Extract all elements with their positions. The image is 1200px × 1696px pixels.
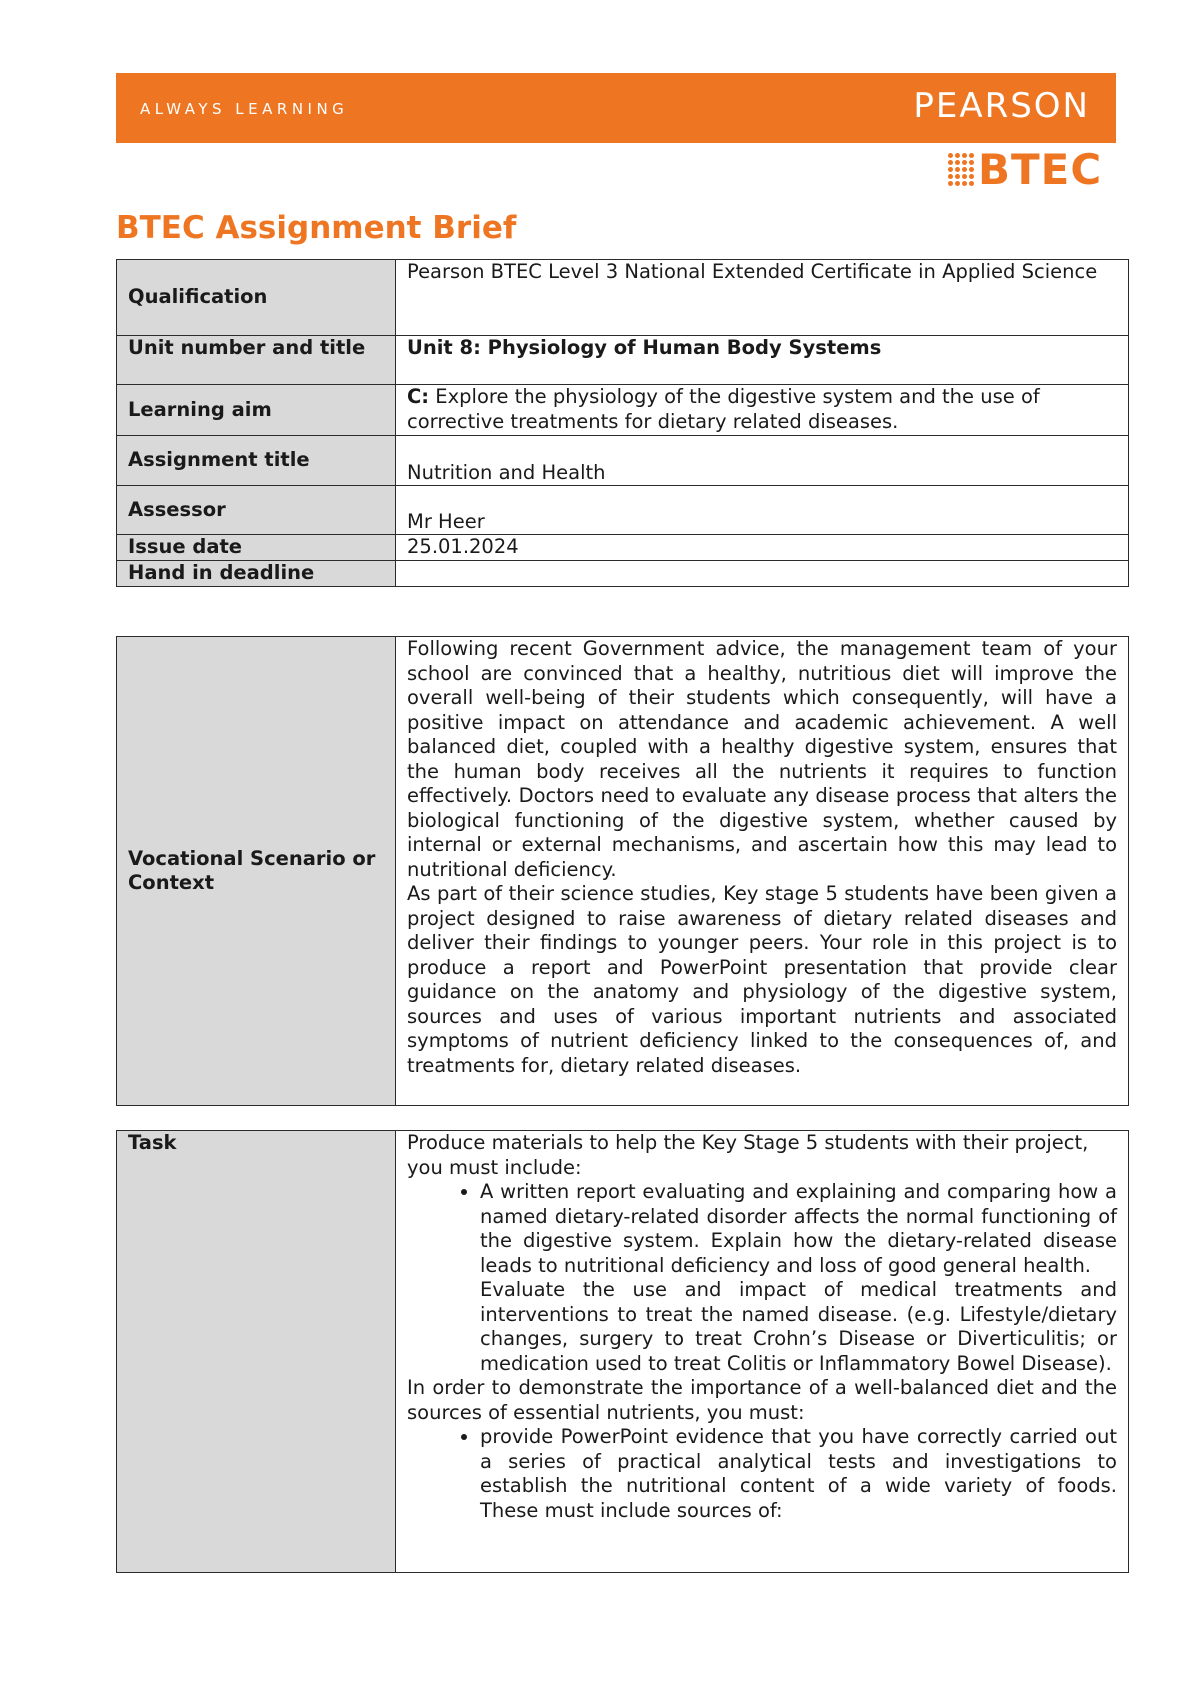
scenario-cell bbox=[396, 637, 1129, 1106]
aim-prefix: C: bbox=[407, 385, 430, 408]
task-list bbox=[407, 1425, 1117, 1523]
unit-label: Unit number and title bbox=[117, 336, 396, 385]
issue-date-label: Issue date bbox=[117, 535, 396, 561]
scenario-paragraph: As part of their science studies, Key stage 5 students have been given a project designed to raise awareness of dietary related diseases and deliver their findings to younger peers. Your role in this project is to produce a report and PowerPoint presentation that provide clear guidance on the anatomy and physiology of the digestive system, sources and uses of various important nutrients and associated symptoms of nutrient deficiency linked to the consequences of, and treatments for, dietary related diseases. bbox=[407, 882, 1117, 1077]
task-bullet-continuation: Evaluate the use and impact of medical treatments and interventions to treat the named disease. (e.g. Lifestyle/dietary changes, surgery to treat Crohn’s Disease or Diverticulitis; or medication used to treat Colitis or Inflammatory Bowel Disease). bbox=[480, 1278, 1117, 1375]
list-item: • A written report evaluating and explaining and comparing how a named dietary-related disorder affects the normal functioning of the digestive system. Explain how the dietary-related disease leads to nutritional deficiency and loss of good general health. bbox=[480, 1180, 1117, 1278]
details-table bbox=[116, 259, 1129, 587]
table-row bbox=[117, 486, 1129, 535]
table-row bbox=[117, 637, 1129, 1106]
task-cell bbox=[396, 1131, 1129, 1573]
table-row bbox=[117, 385, 1129, 436]
issue-date-value: 25.01.2024 bbox=[396, 535, 1129, 561]
table-row bbox=[117, 535, 1129, 561]
list-item: • provide PowerPoint evidence that you have correctly carried out a series of practical analytical tests and investigations to establish the nutritional content of a wide variety of foods. These must include sources of: bbox=[480, 1425, 1117, 1523]
table-row bbox=[117, 1131, 1129, 1573]
assessor-value: Mr Heer bbox=[396, 486, 1129, 535]
task-middle: In order to demonstrate the importance of a well-balanced diet and the sources of essential nutrients, you must: bbox=[407, 1376, 1117, 1424]
unit-value: Unit 8: Physiology of Human Body Systems bbox=[396, 336, 1129, 385]
deadline-value bbox=[396, 561, 1129, 587]
btec-logo bbox=[948, 146, 1102, 192]
aim-value: Explore the physiology of the digestive system and the use of corrective treatments for dietary related diseases. bbox=[407, 385, 1040, 433]
qualification-value: Pearson BTEC Level 3 National Extended Certificate in Applied Science bbox=[396, 260, 1129, 336]
page-title: BTEC Assignment Brief bbox=[116, 210, 517, 246]
aim-cell bbox=[396, 385, 1129, 436]
qualification-label: Qualification bbox=[117, 260, 396, 336]
task-table bbox=[116, 1130, 1129, 1573]
scenario-paragraph: Following recent Government advice, the management team of your school are convinced that a healthy, nutritious diet will improve the overall well-being of their students which consequently, will have a positive impact on attendance and academic achievement. A well balanced diet, coupled with a healthy digestive system, ensures that the human body receives all the nutrients it requires to function effectively. Doctors need to evaluate any disease process that alters the biological functioning of the digestive system, whether caused by internal or external mechanisms, and ascertain how this may lead to nutritional deficiency. bbox=[407, 637, 1117, 881]
task-intro: Produce materials to help the Key Stage 5 students with their project, you must include: bbox=[407, 1131, 1089, 1179]
table-row bbox=[117, 336, 1129, 385]
assignment-title-value: Nutrition and Health bbox=[396, 436, 1129, 486]
table-row bbox=[117, 260, 1129, 336]
table-row bbox=[117, 436, 1129, 486]
scenario-label: Vocational Scenario or Context bbox=[117, 637, 396, 1106]
btec-dots-icon bbox=[948, 149, 976, 189]
scenario-table bbox=[116, 636, 1129, 1106]
btec-wordmark: BTEC bbox=[978, 144, 1103, 194]
pearson-logo: PEARSON bbox=[913, 86, 1090, 126]
pearson-banner bbox=[116, 73, 1116, 143]
task-list bbox=[407, 1180, 1117, 1278]
assessor-label: Assessor bbox=[117, 486, 396, 535]
aim-label: Learning aim bbox=[117, 385, 396, 436]
table-row bbox=[117, 561, 1129, 587]
assignment-title-label: Assignment title bbox=[117, 436, 396, 486]
tagline: ALWAYS LEARNING bbox=[140, 100, 349, 118]
task-label: Task bbox=[117, 1131, 396, 1573]
deadline-label: Hand in deadline bbox=[117, 561, 396, 587]
